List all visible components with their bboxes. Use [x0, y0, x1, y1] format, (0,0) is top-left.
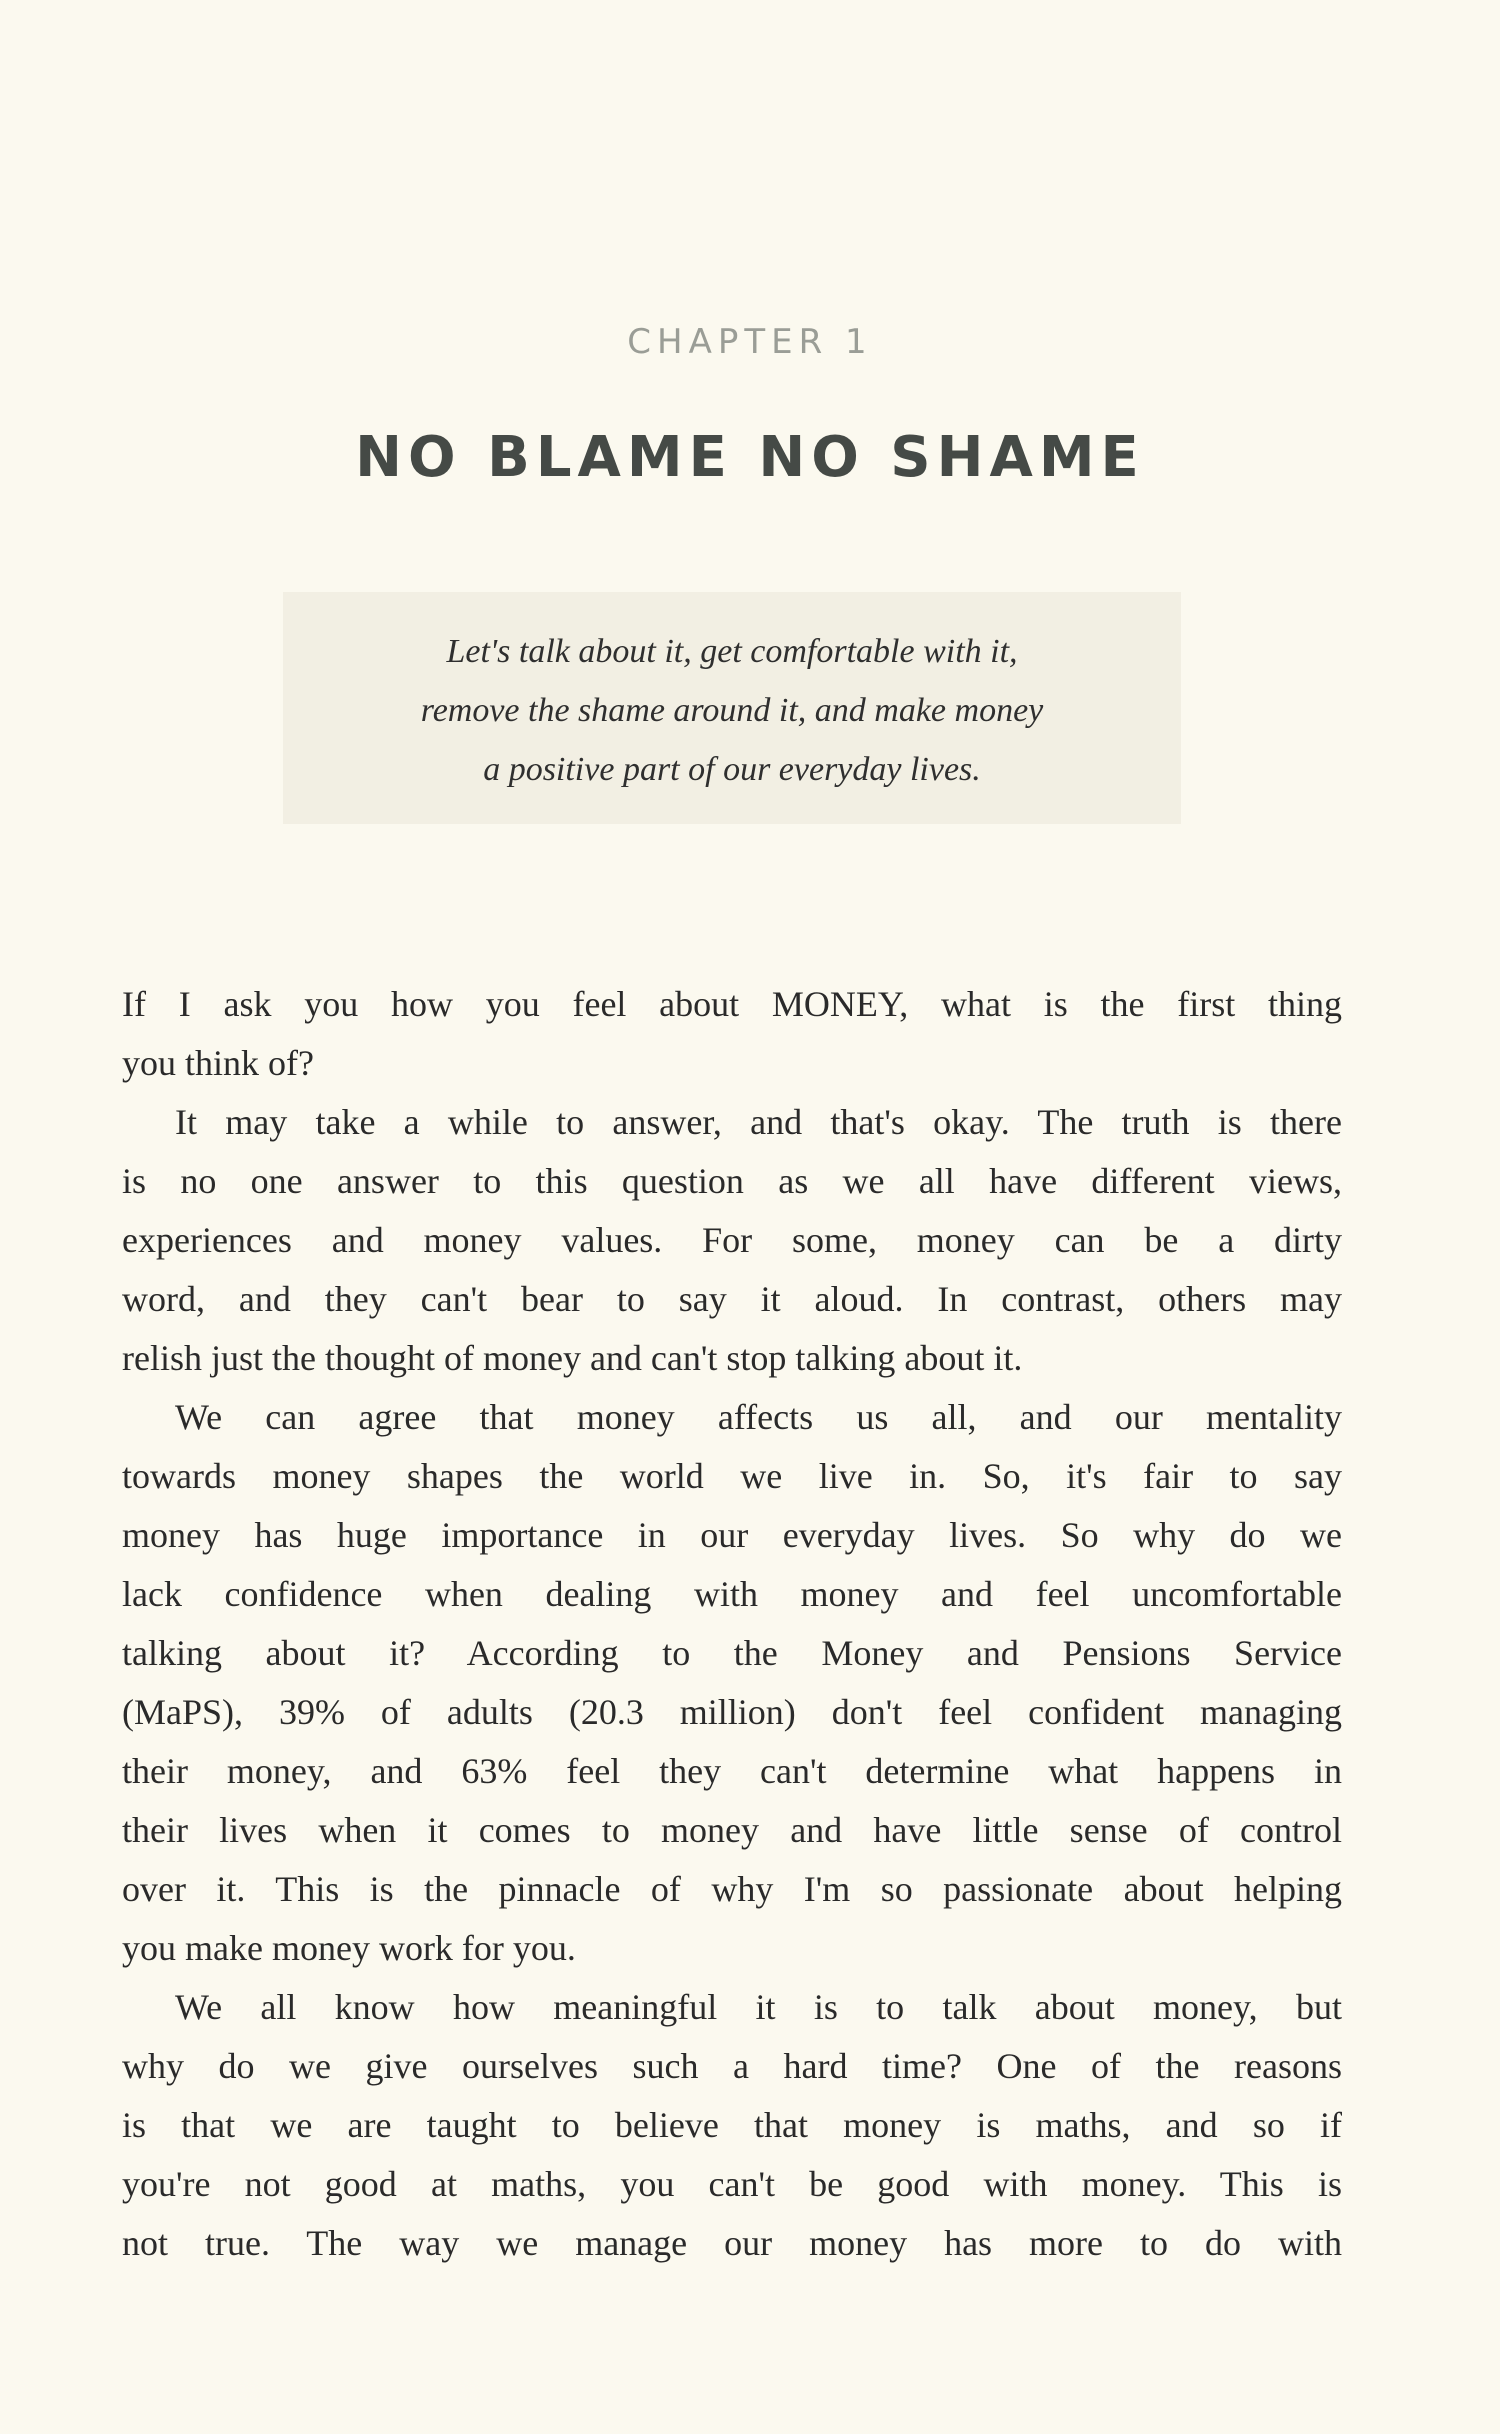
body-line: lack confidence when dealing with money and feel uncomfortable: [122, 1574, 1342, 1614]
body-line: is no one answer to this question as we all have different views,: [122, 1161, 1342, 1201]
epigraph-line: Let's talk about it, get comfortable with it,: [446, 633, 1018, 670]
body-line: money has huge importance in our everyday lives. So why do we: [122, 1515, 1342, 1555]
body-line: why do we give ourselves such a hard time? One of the reasons: [122, 2046, 1342, 2086]
body-line: their lives when it comes to money and have little sense of control: [122, 1810, 1342, 1850]
body-line: you're not good at maths, you can't be good with money. This is: [122, 2164, 1342, 2204]
body-line: We all know how meaningful it is to talk about money, but: [175, 1987, 1342, 2027]
body-line: is that we are taught to believe that money is maths, and so if: [122, 2105, 1342, 2145]
chapter-number: CHAPTER 1: [627, 322, 873, 362]
body-line: word, and they can't bear to say it aloud. In contrast, others may: [122, 1279, 1342, 1319]
body-line: over it. This is the pinnacle of why I'm so passionate about helping: [122, 1869, 1342, 1909]
body-text: [122, 975, 1342, 2273]
epigraph-line: remove the shame around it, and make money: [420, 692, 1044, 729]
body-line: towards money shapes the world we live in. So, it's fair to say: [122, 1456, 1342, 1496]
body-line: relish just the thought of money and can't stop talking about it.: [122, 1338, 1023, 1378]
body-line: experiences and money values. For some, money can be a dirty: [122, 1220, 1342, 1260]
body-line: It may take a while to answer, and that's okay. The truth is there: [175, 1102, 1342, 1142]
epigraph-line: a positive part of our everyday lives.: [483, 751, 981, 788]
chapter-title: NO BLAME NO SHAME: [355, 425, 1145, 490]
epigraph-box: [283, 592, 1181, 824]
body-line: you think of?: [122, 1043, 314, 1083]
body-line: If I ask you how you feel about MONEY, what is the first thing: [122, 984, 1342, 1024]
body-line: not true. The way we manage our money has more to do with: [122, 2223, 1342, 2263]
body-line: their money, and 63% feel they can't determine what happens in: [122, 1751, 1342, 1791]
body-line: We can agree that money affects us all, and our mentality: [175, 1397, 1342, 1437]
body-line: (MaPS), 39% of adults (20.3 million) don't feel confident managing: [122, 1692, 1342, 1732]
body-line: talking about it? According to the Money and Pensions Service: [122, 1633, 1342, 1673]
body-line: you make money work for you.: [122, 1928, 576, 1968]
